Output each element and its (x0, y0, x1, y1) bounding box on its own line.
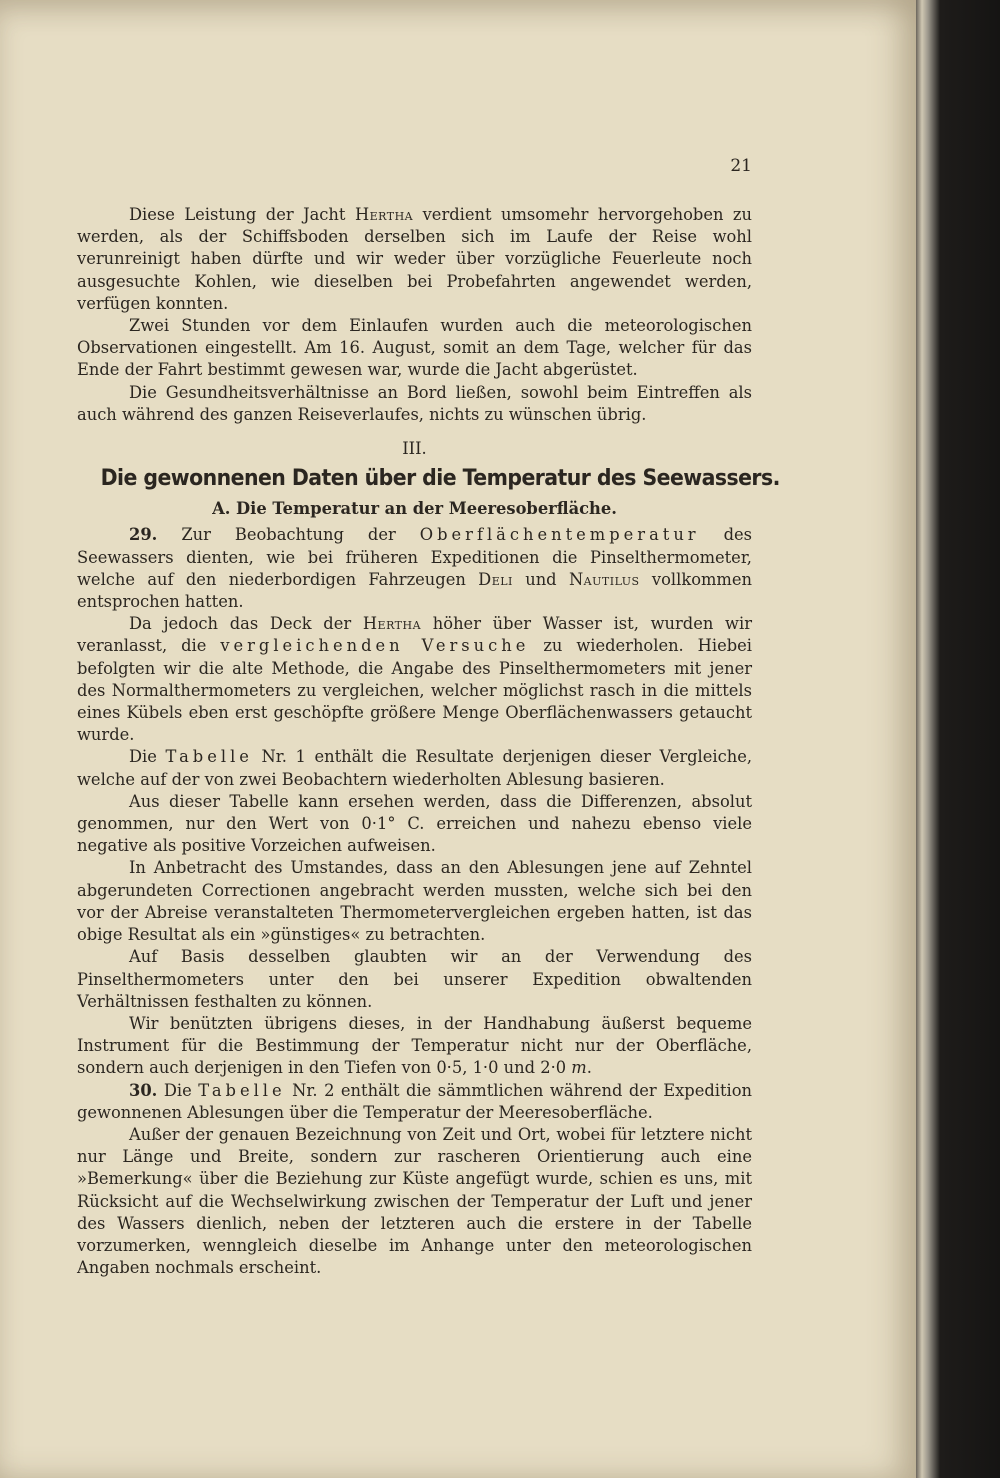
paragraph-29: 29. Zur Beobachtung der Oberflächentemperatur des Seewassers dienten, wie bei früheren Expeditionen die Pinselthermometer, welche auf den niederbordigen Fahrzeugen Deli und Nautilus vollkommen entsprochen hatten. (77, 525, 752, 612)
paragraph-anbetracht: In Anbetracht des Umstandes, dass an den Ablesungen jene auf Zehntel abgerundeten Correctionen angebracht werden mussten, welche sich bei den vor der Abreise veranstalteten Thermometervergleichen ergeben hatten, ist das obige Resultat als ein »günstiges« zu betrachten. (77, 858, 752, 945)
paragraph-leistung: Diese Leistung der Jacht Hertha verdient umsomehr hervorgehoben zu werden, als der Schiffsboden derselben sich im Laufe der Reise wohl verunreinigt haben dürfte und wir weder über vorzügliche Feuerleute noch ausgesuchte Kohlen, wie dieselben bei Probefahrten angewendet werden, verfügen konnten. (77, 205, 752, 313)
paragraph-differenzen: Aus dieser Tabelle kann ersehen werden, dass die Differenzen, absolut genommen, nur den Wert von 0·1° C. erreichen und nahezu ebenso viele negative als positive Vorzeichen aufweisen. (77, 791, 752, 856)
page-content (77, 204, 780, 1279)
emphasis-tabelle-1: Tabelle (165, 747, 253, 767)
paragraph-stunden: Zwei Stunden vor dem Einlaufen wurden auch die meteorologischen Observationen eingestellt. Am 16. August, somit an dem Tage, welcher für das Ende der Fahrt bestimmt gewesen war, wurde die Jacht abgerüstet. (77, 316, 752, 380)
page-number: 21 (730, 156, 752, 176)
paragraph-ausser: Außer der genauen Bezeichnung von Zeit und Ort, wobei für letztere nicht nur Länge und Breite, sondern zur rascheren Orientierung auch eine »Bemerkung« über die Beziehung zur Küste angefügt wurde, schien es uns, mit Rücksicht auf die Wechselwirkung zwischen der Temperatur der Luft und jener des Wassers dienlich, neben der letzteren auch die erstere in der Tabelle vorzumerken, wenngleich dieselbe im Anhange unter den meteorologischen Angaben nochmals erscheint. (77, 1124, 752, 1278)
paragraph-benuetzten: Wir benützten übrigens dieses, in der Handhabung äußerst bequeme Instrument für die Bestimmung der Temperatur nicht nur der Oberfläche, sondern auch derjenigen in den Tiefen von 0·5, 1·0 und 2·0 m. (77, 1013, 752, 1078)
section-number: III. (402, 439, 427, 459)
section-title: Die gewonnenen Daten über die Temperatur des Seewassers. (100, 466, 780, 492)
emphasis-vergleichende-versuche: vergleichenden Versuche (220, 636, 530, 656)
paragraph-30: 30. Die Tabelle Nr. 2 enthält die sämmtlichen während der Expedition gewonnenen Ablesungen über die Temperatur der Meeresoberfläche. (77, 1080, 752, 1122)
paragraph-gesundheit: Die Gesundheitsverhältnisse an Bord ließen, sowohl beim Eintreffen als auch während des ganzen Reiseverlaufes, nichts zu wünschen übrig. (77, 382, 752, 424)
paragraph-tabelle-1: Die Tabelle Nr. 1 enthält die Resultate derjenigen dieser Vergleiche, welche auf der von zwei Beobachtern wiederholten Ablesung basieren. (77, 747, 753, 789)
emphasis-tabelle-2: Tabelle (198, 1080, 286, 1100)
paragraph-number-30: 30. (129, 1080, 158, 1100)
unit-meter: m (571, 1058, 587, 1078)
ship-name-hertha-2: Hertha (362, 614, 422, 634)
emphasis-oberflaechentemperatur: Oberflächentemperatur (419, 525, 700, 545)
paragraph-basis: Auf Basis desselben glaubten wir an der Verwendung des Pinselthermometers unter den bei unserer Expedition obwaltenden Verhältnissen festhalten zu können. (77, 947, 752, 1011)
subsection-title: A. Die Temperatur an der Meeresoberfläche. (212, 499, 617, 519)
paragraph-deck: Da jedoch das Deck der Hertha höher über Wasser ist, wurden wir veranlasst, die vergleichenden Versuche zu wiederholen. Hiebei befolgten wir die alte Methode, die Angabe des Pinselthermometers mit jener des Normalthermometers zu vergleichen, welcher möglichst rasch in die mittels eines Kübels eben erst geschöpfte größere Menge Oberflächenwassers getaucht wurde. (77, 614, 752, 745)
ship-name-hertha: Hertha (354, 205, 414, 224)
book-binding-edge (916, 0, 1000, 1478)
paragraph-number-29: 29. (129, 525, 158, 545)
ship-name-nautilus: Nautilus (568, 569, 640, 589)
ship-name-deli: Deli (478, 569, 513, 589)
